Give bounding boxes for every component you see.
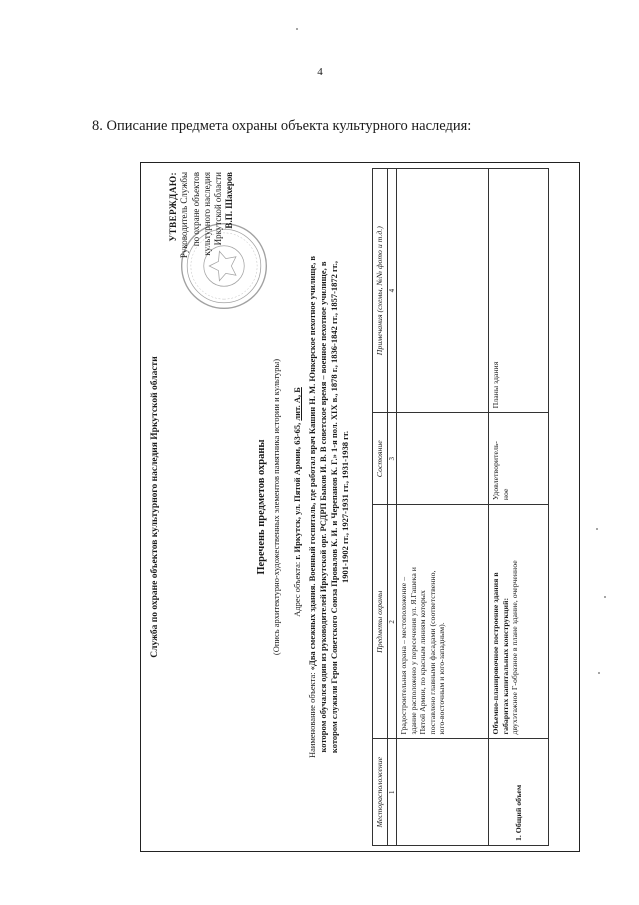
table-cell <box>397 169 489 413</box>
table-cell <box>397 739 489 846</box>
page-number: 4 <box>317 66 323 78</box>
column-number: 4 <box>387 169 397 413</box>
scan-speck <box>596 528 598 530</box>
name-line: котором служили Герои Советского Союза Провалов К. И. и Черепанов К. Г.» 1-я пол. XIX в., 1878 г., 1836-1842 гг., 1857-1872 гг., <box>329 260 340 754</box>
header-location: Месторасположение <box>373 739 388 846</box>
cell-line: поставлено главными фасадами (соответственно, <box>427 570 437 735</box>
name-label: Наименование объекта: <box>307 672 317 758</box>
cell-line: Объемно-планировочное построение здания в <box>491 572 501 735</box>
table-header-row <box>373 169 388 846</box>
section-heading: 8. Описание предмета охраны объекта культурного наследия: <box>92 118 472 134</box>
protection-table <box>372 168 549 846</box>
scan-speck <box>604 596 606 598</box>
approval-block <box>168 172 236 352</box>
scan-speck <box>296 28 298 30</box>
approval-signature-name: В.П. Шахеров <box>224 172 235 229</box>
cell-line: Удовлетворитель- <box>491 441 501 501</box>
header-subjects: Предметы охраны <box>373 505 388 739</box>
header-notes: Примечания (схемы, №№ фото и т.д.) <box>373 169 388 413</box>
name-line: 1901-1902 гг., 1927-1931 гг., 1931-1938 гг. <box>340 430 351 584</box>
object-address <box>292 212 302 792</box>
approval-line: Иркутской области <box>213 172 223 246</box>
table-cell <box>489 413 549 505</box>
table-row <box>397 169 489 846</box>
address-label: Адрес объекта: <box>292 561 302 617</box>
header-condition: Состояние <box>373 413 388 505</box>
address-value: г. Иркутск, ул. Пятой Армии, 63-65, <box>292 422 302 560</box>
table-cell: 1. Общий объем <box>489 739 549 846</box>
list-title: Перечень предметов охраны <box>256 439 267 575</box>
column-number: 1 <box>387 739 397 846</box>
object-name <box>307 182 351 832</box>
column-number: 3 <box>387 413 397 505</box>
cell-line: юго-восточным и юго-западным). <box>437 622 447 735</box>
table-number-row <box>387 169 397 846</box>
scan-speck <box>598 672 600 674</box>
list-subtitle: (Опись архитектурно-художественных элементов памятника истории и культуры) <box>271 358 281 656</box>
address-lit: лит. А, Б <box>292 387 302 421</box>
table-row <box>489 169 549 846</box>
rotated-document <box>140 162 580 852</box>
table-cell: Планы здания <box>489 169 549 413</box>
table-cell <box>489 505 549 739</box>
cell-line: Градостроительная охрана – местоположение – <box>399 576 409 735</box>
name-line: котором обучался один из руководителей Иркутской орг. РСДРП Быков И. В. В советское время – военное пехотное училище, в <box>318 261 329 753</box>
approval-label: УТВЕРЖДАЮ: <box>168 172 178 242</box>
rotated-document-frame <box>140 162 580 852</box>
agency-name: Служба по охране объектов культурного наследия Иркутской области <box>150 356 160 658</box>
name-line: «Два смежных здания. Военный госпиталь, где работал врач Кашин Н. М. Юнкерское пехотное училище, в <box>307 256 317 671</box>
cell-line: Пятой Армии, по красным линиям которых <box>418 590 428 735</box>
approval-line: Руководитель Службы <box>179 172 190 259</box>
column-number: 2 <box>387 505 397 739</box>
cell-line: здание расположено у пересечения ул. Я.Гашека и <box>408 567 418 735</box>
table-cell <box>397 505 489 739</box>
approval-line: по охране объектов <box>190 172 201 247</box>
cell-line: габаритах капитальных конструкций: <box>500 597 510 735</box>
cell-line: ное <box>500 488 510 501</box>
cell-line: двухэтажное Г-образное в плане здание, очерченное <box>510 560 520 735</box>
table-cell <box>397 413 489 505</box>
approval-line: культурного наследия <box>201 172 212 256</box>
